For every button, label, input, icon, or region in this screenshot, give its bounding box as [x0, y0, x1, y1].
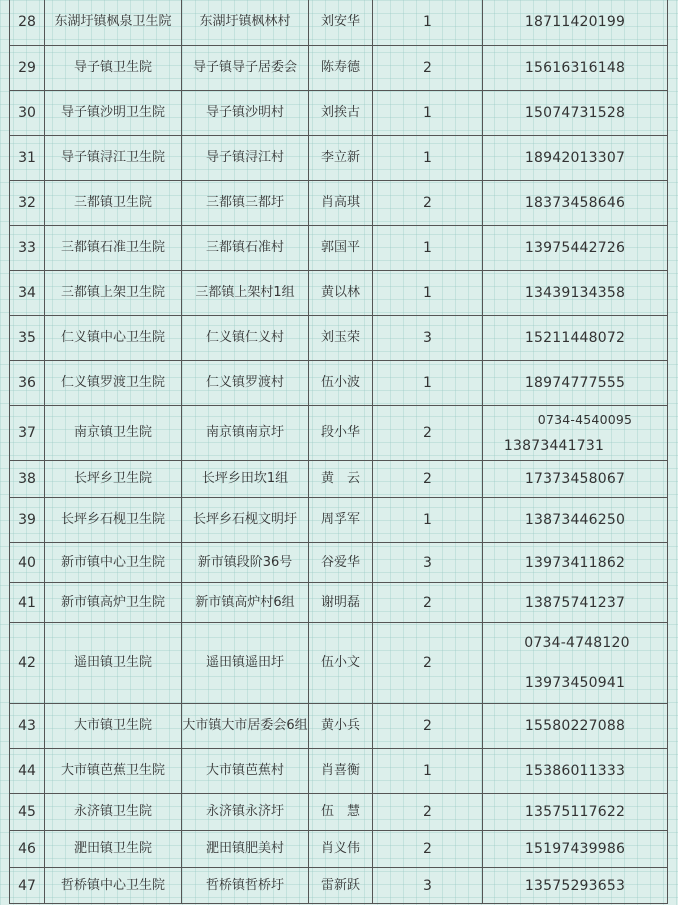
contact-person-cell: 肖喜衡: [309, 749, 373, 794]
count-cell: 2: [373, 181, 483, 226]
hospital-name-cell: 三都镇石准卫生院: [45, 226, 182, 271]
contact-person-cell: 雷新跃: [309, 868, 373, 904]
address-cell: 淝田镇肥美村: [182, 831, 309, 868]
address-cell: 南京镇南京圩: [182, 406, 309, 461]
phone-cell: [483, 868, 668, 904]
hospital-name-cell: 淝田镇卫生院: [45, 831, 182, 868]
hospital-name-cell: 东湖圩镇枫泉卫生院: [45, 0, 182, 46]
address-cell: 导子镇沙明村: [182, 91, 309, 136]
contact-person-cell: 伍 慧: [309, 794, 373, 831]
row-number-cell: 37: [10, 406, 45, 461]
table-row: [10, 316, 668, 361]
table-row: [10, 271, 668, 316]
hospital-name-cell: 仁义镇罗渡卫生院: [45, 361, 182, 406]
count-cell: 1: [373, 361, 483, 406]
phone-cell: [483, 583, 668, 623]
phone-cell: [483, 361, 668, 406]
table-row: [10, 0, 668, 46]
address-cell: 导子镇浔江村: [182, 136, 309, 181]
hospital-name-cell: 永济镇卫生院: [45, 794, 182, 831]
row-number-cell: 47: [10, 868, 45, 904]
address-cell: 长坪乡石枧文明圩: [182, 498, 309, 543]
row-number-cell: 45: [10, 794, 45, 831]
hospital-name-cell: 导子镇浔江卫生院: [45, 136, 182, 181]
count-cell: 3: [373, 543, 483, 583]
address-cell: 仁义镇罗渡村: [182, 361, 309, 406]
phone-cell: [483, 136, 668, 181]
phone-number: 15074731528: [524, 105, 626, 121]
hospital-name-cell: 导子镇沙明卫生院: [45, 91, 182, 136]
hospital-name-cell: 大市镇芭蕉卫生院: [45, 749, 182, 794]
table-row: [10, 406, 668, 461]
table-row: [10, 543, 668, 583]
hospital-contact-table: [9, 0, 668, 904]
phone-number: 13575117622: [524, 804, 626, 820]
hospital-name-cell: 三都镇卫生院: [45, 181, 182, 226]
address-cell: 大市镇大市居委会6组: [182, 704, 309, 749]
phone-number: 18942013307: [524, 150, 626, 166]
contact-person-cell: 刘挨古: [309, 91, 373, 136]
contact-person-cell: 李立新: [309, 136, 373, 181]
phone-cell: [483, 406, 668, 461]
phone-number: 18974777555: [524, 375, 626, 391]
phone-cell: [483, 498, 668, 543]
contact-person-cell: 郭国平: [309, 226, 373, 271]
address-cell: 大市镇芭蕉村: [182, 749, 309, 794]
table-row: [10, 136, 668, 181]
row-number-cell: 39: [10, 498, 45, 543]
table-row: [10, 749, 668, 794]
table-body: [10, 0, 668, 904]
phone-cell: [483, 749, 668, 794]
address-cell: 哲桥镇哲桥圩: [182, 868, 309, 904]
hospital-name-cell: 大市镇卫生院: [45, 704, 182, 749]
count-cell: 1: [373, 498, 483, 543]
count-cell: 2: [373, 46, 483, 91]
table-row: [10, 181, 668, 226]
phone-cell: [483, 794, 668, 831]
row-number-cell: 35: [10, 316, 45, 361]
address-cell: 导子镇导子居委会: [182, 46, 309, 91]
phone-cell: [483, 704, 668, 749]
count-cell: 2: [373, 583, 483, 623]
row-number-cell: 34: [10, 271, 45, 316]
count-cell: 1: [373, 91, 483, 136]
phone-cell: [483, 181, 668, 226]
table-row: [10, 704, 668, 749]
phone-number: 13575293653: [524, 877, 626, 894]
contact-person-cell: 黄 云: [309, 461, 373, 498]
count-cell: 3: [373, 316, 483, 361]
address-cell: 遥田镇遥田圩: [182, 623, 309, 704]
count-cell: 1: [373, 226, 483, 271]
contact-person-cell: 周孚军: [309, 498, 373, 543]
hospital-name-cell: 长坪乡卫生院: [45, 461, 182, 498]
phone-cell: [483, 91, 668, 136]
table-row: [10, 868, 668, 904]
address-cell: 永济镇永济圩: [182, 794, 309, 831]
row-number-cell: 33: [10, 226, 45, 271]
phone-number: 15197439986: [524, 841, 626, 857]
hospital-name-cell: 南京镇卫生院: [45, 406, 182, 461]
phone-cell: [483, 831, 668, 868]
count-cell: 2: [373, 831, 483, 868]
hospital-name-cell: 导子镇卫生院: [45, 46, 182, 91]
phone-number: 13873441731: [503, 438, 605, 454]
contact-person-cell: 刘安华: [309, 0, 373, 46]
phone-number: 15616316148: [524, 60, 626, 76]
row-number-cell: 30: [10, 91, 45, 136]
count-cell: 2: [373, 461, 483, 498]
table-row: [10, 623, 668, 704]
phone-cell: [483, 461, 668, 498]
contact-person-cell: 谢明磊: [309, 583, 373, 623]
row-number-cell: 28: [10, 0, 45, 46]
table-row: [10, 831, 668, 868]
table-row: [10, 226, 668, 271]
address-cell: 三都镇石准村: [182, 226, 309, 271]
hospital-name-cell: 新市镇高炉卫生院: [45, 583, 182, 623]
phone-number: 17373458067: [524, 471, 626, 487]
phone-number: 13975442726: [524, 240, 626, 256]
contact-person-cell: 黄以林: [309, 271, 373, 316]
row-number-cell: 36: [10, 361, 45, 406]
contact-person-cell: 陈寿德: [309, 46, 373, 91]
phone-number: 18711420199: [524, 13, 626, 30]
address-cell: 新市镇高炉村6组: [182, 583, 309, 623]
address-cell: 东湖圩镇枫林村: [182, 0, 309, 46]
phone-cell: [483, 623, 668, 704]
count-cell: 1: [373, 136, 483, 181]
phone-number: 15386011333: [524, 763, 626, 779]
row-number-cell: 41: [10, 583, 45, 623]
row-number-cell: 31: [10, 136, 45, 181]
count-cell: 2: [373, 623, 483, 704]
phone-number: 13873446250: [524, 512, 626, 528]
hospital-name-cell: 长坪乡石枧卫生院: [45, 498, 182, 543]
phone-number: 15580227088: [524, 718, 626, 734]
contact-person-cell: 黄小兵: [309, 704, 373, 749]
hospital-name-cell: 仁义镇中心卫生院: [45, 316, 182, 361]
phone-cell: [483, 316, 668, 361]
table-row: [10, 461, 668, 498]
table-row: [10, 361, 668, 406]
row-number-cell: 29: [10, 46, 45, 91]
phone-number: 13875741237: [524, 594, 626, 611]
table-row: [10, 46, 668, 91]
row-number-cell: 46: [10, 831, 45, 868]
address-cell: 仁义镇仁义村: [182, 316, 309, 361]
phone-cell: [483, 543, 668, 583]
row-number-cell: 40: [10, 543, 45, 583]
address-cell: 新市镇段阶36号: [182, 543, 309, 583]
count-cell: 1: [373, 749, 483, 794]
address-cell: 三都镇三都圩: [182, 181, 309, 226]
row-number-cell: 42: [10, 623, 45, 704]
contact-person-cell: 刘玉荣: [309, 316, 373, 361]
address-cell: 三都镇上架村1组: [182, 271, 309, 316]
count-cell: 1: [373, 0, 483, 46]
table-row: [10, 91, 668, 136]
count-cell: 2: [373, 704, 483, 749]
phone-number: 0734-4540095: [537, 412, 633, 427]
contact-person-cell: 段小华: [309, 406, 373, 461]
hospital-name-cell: 哲桥镇中心卫生院: [45, 868, 182, 904]
phone-cell: [483, 46, 668, 91]
phone-number: 18373458646: [524, 195, 626, 211]
table-row: [10, 583, 668, 623]
contact-person-cell: 伍小波: [309, 361, 373, 406]
phone-cell: [483, 226, 668, 271]
phone-number: 15211448072: [524, 330, 626, 346]
row-number-cell: 43: [10, 704, 45, 749]
address-cell: 长坪乡田坎1组: [182, 461, 309, 498]
phone-number: 13439134358: [524, 285, 626, 301]
phone-number: 13973450941: [524, 675, 626, 691]
contact-person-cell: 肖高琪: [309, 181, 373, 226]
count-cell: 2: [373, 406, 483, 461]
phone-number: 0734-4748120: [524, 635, 630, 651]
contact-person-cell: 伍小文: [309, 623, 373, 704]
contact-person-cell: 谷爱华: [309, 543, 373, 583]
row-number-cell: 38: [10, 461, 45, 498]
contact-person-cell: 肖义伟: [309, 831, 373, 868]
count-cell: 1: [373, 271, 483, 316]
count-cell: 3: [373, 868, 483, 904]
phone-cell: [483, 0, 668, 46]
count-cell: 2: [373, 794, 483, 831]
hospital-name-cell: 三都镇上架卫生院: [45, 271, 182, 316]
phone-number: 13973411862: [524, 554, 626, 571]
row-number-cell: 32: [10, 181, 45, 226]
table-row: [10, 498, 668, 543]
table-row: [10, 794, 668, 831]
row-number-cell: 44: [10, 749, 45, 794]
hospital-name-cell: 遥田镇卫生院: [45, 623, 182, 704]
phone-cell: [483, 271, 668, 316]
hospital-name-cell: 新市镇中心卫生院: [45, 543, 182, 583]
